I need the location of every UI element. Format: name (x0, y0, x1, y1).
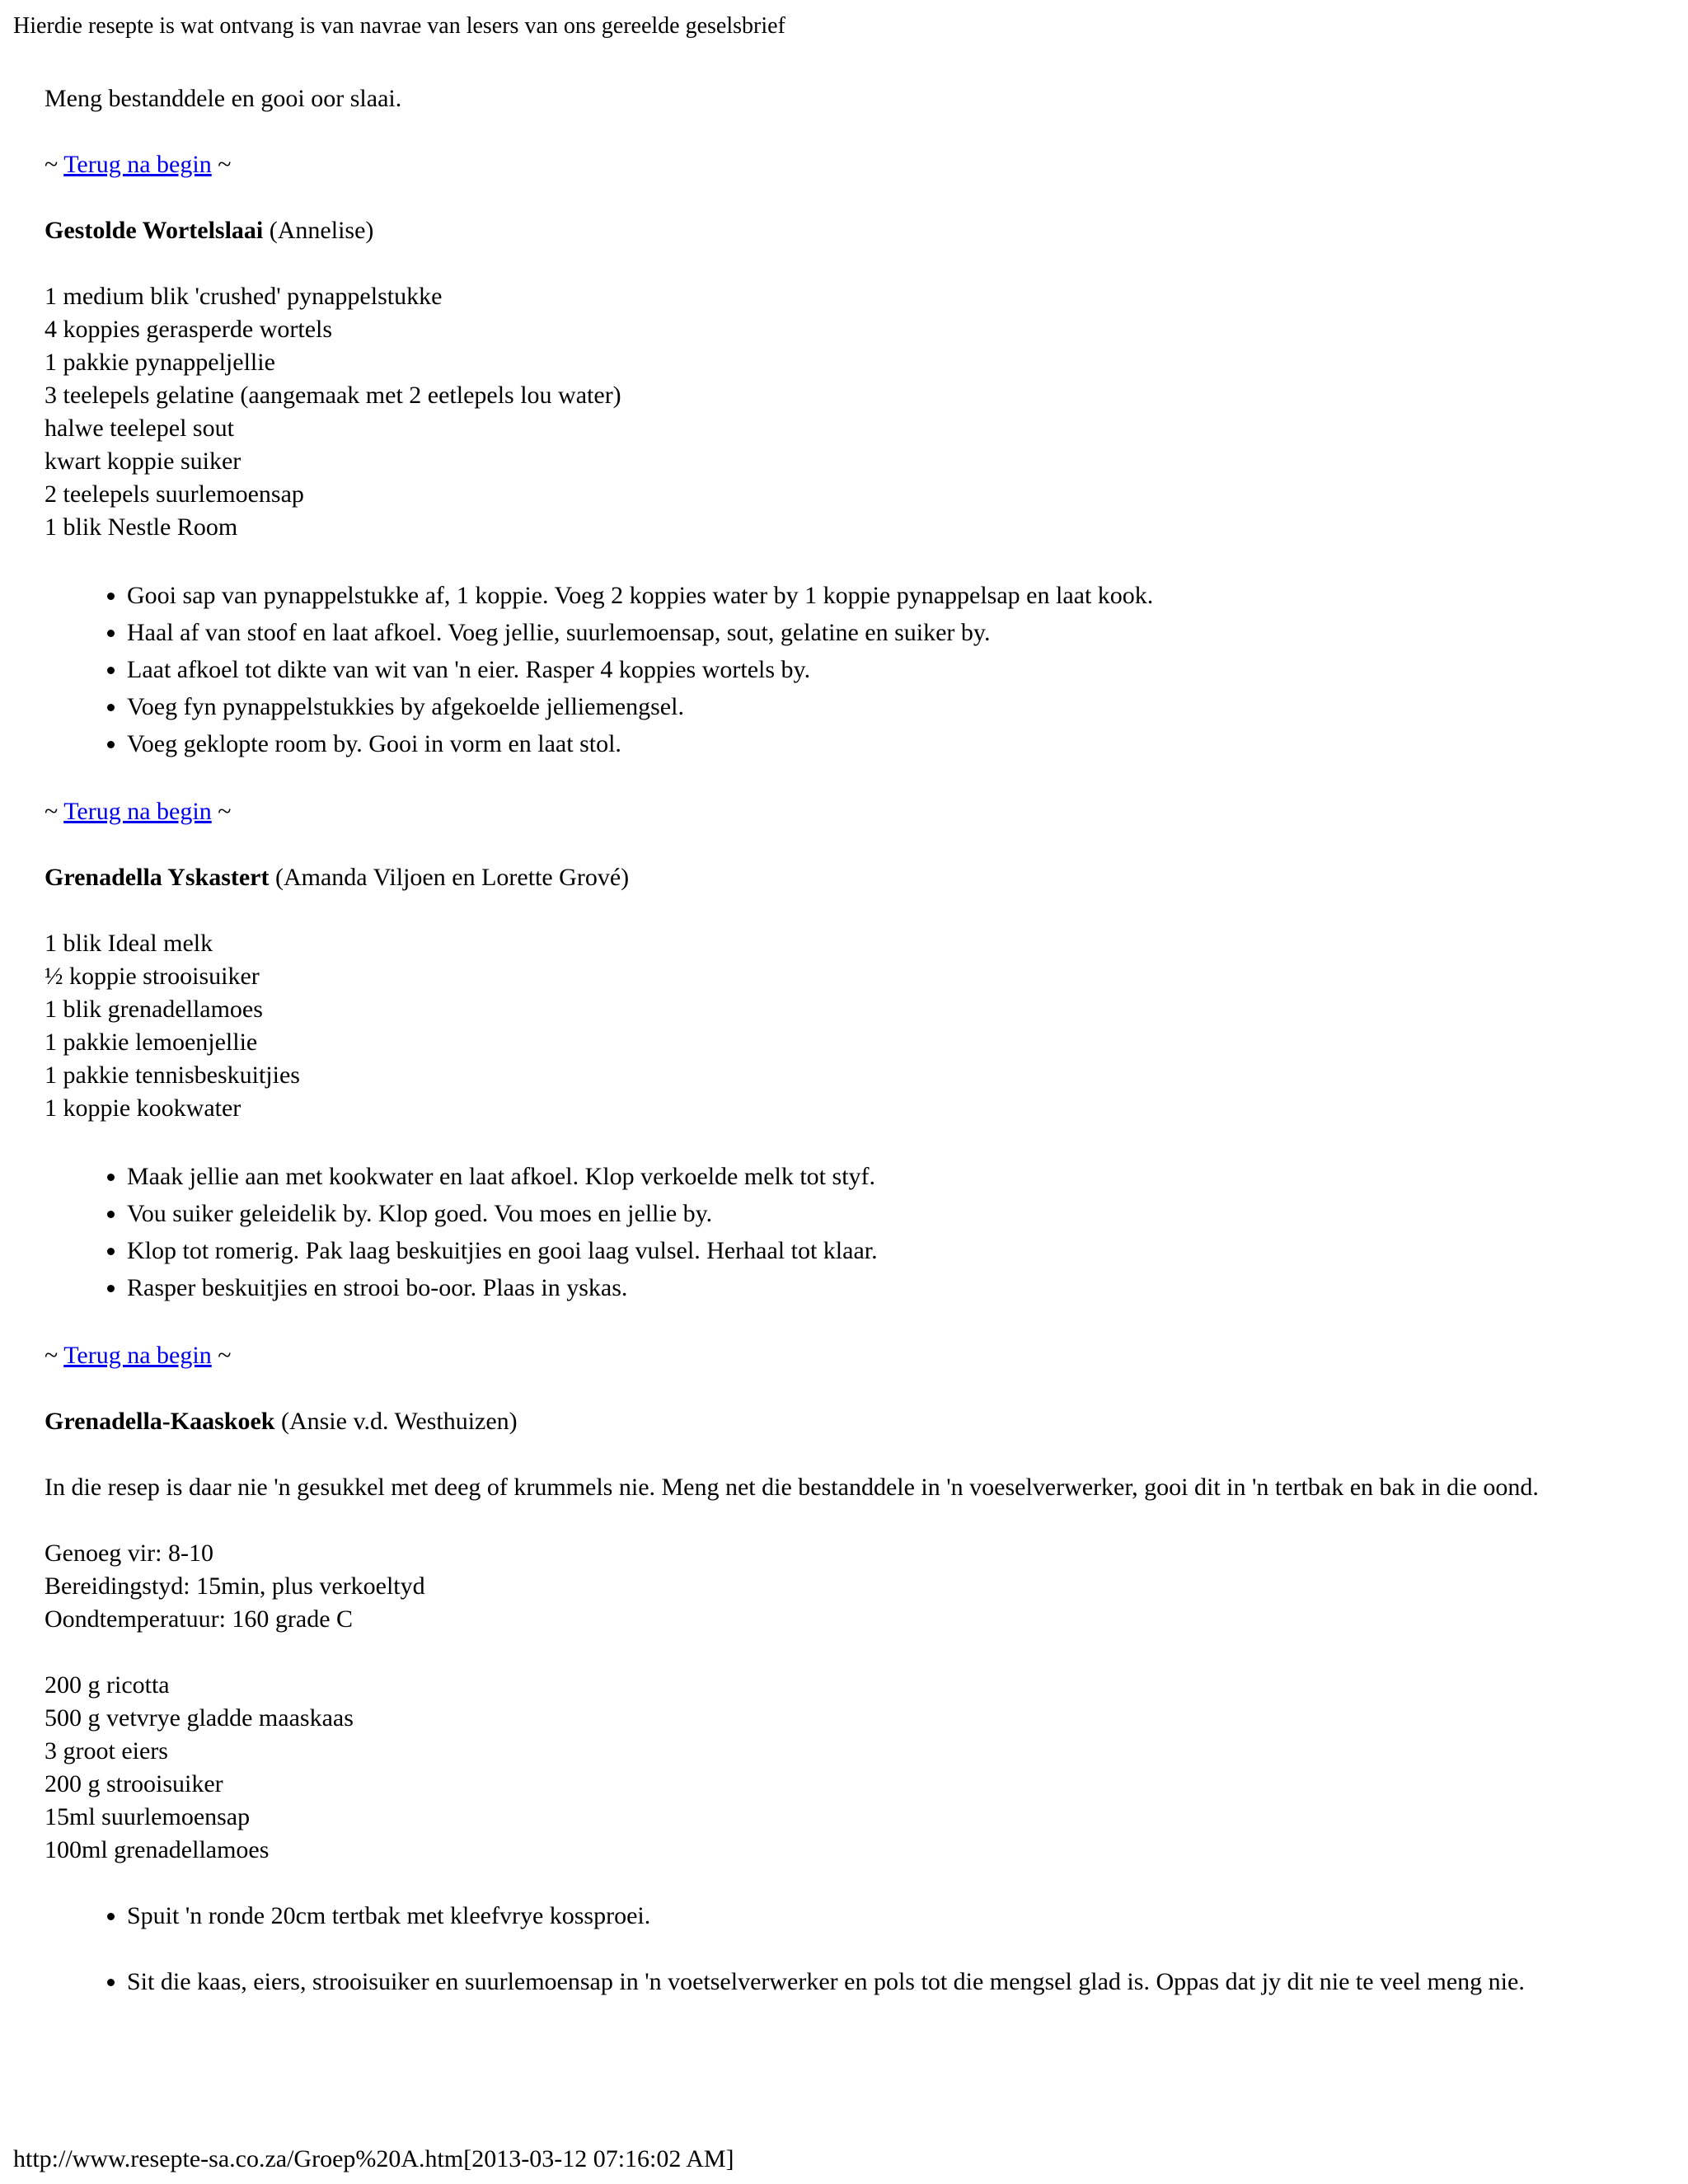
back-suffix: ~ (211, 151, 232, 178)
ingredient: 1 blik Ideal melk (45, 930, 213, 957)
step-item: • Rasper beskuitjies en strooi bo-oor. Plaas in yskas. (127, 1269, 1643, 1306)
recipe-author: (Annelise) (263, 217, 374, 244)
recipe-title: Grenadella-Kaaskoek (45, 1408, 275, 1435)
back-to-top (45, 148, 1643, 181)
ingredient: 4 koppies gerasperde wortels (45, 316, 333, 343)
intro-line: Meng bestanddele en gooi oor slaai. (45, 85, 402, 112)
step-item: • Voeg fyn pynappelstukkies by afgekoelde jelliemengsel. (127, 688, 1643, 725)
ingredient: 3 groot eiers (45, 1737, 168, 1765)
ingredient: kwart koppie suiker (45, 448, 241, 475)
step-item: • Voeg geklopte room by. Gooi in vorm en laat stol. (127, 725, 1643, 762)
ingredient: 3 teelepels gelatine (aangemaak met 2 eetlepels lou water) (45, 382, 621, 409)
ingredient: 1 blik grenadellamoes (45, 996, 263, 1023)
info-line: Bereidingstyd: 15min, plus verkoeltyd (45, 1572, 425, 1600)
ingredient: 500 g vetvrye gladde maaskaas (45, 1704, 354, 1732)
back-suffix: ~ (211, 1342, 232, 1369)
page-header: Hierdie resepte is wat ontvang is van navrae van lesers van ons gereelde geselsbrief (13, 13, 785, 39)
ingredient: 200 g ricotta (45, 1671, 170, 1699)
recipe-heading (45, 1405, 1643, 1438)
ingredient: 1 koppie kookwater (45, 1094, 241, 1122)
page-content (45, 82, 1643, 2032)
recipe-info (45, 1537, 1643, 1636)
info-line: Oondtemperatuur: 160 grade C (45, 1605, 354, 1633)
back-to-top-link[interactable]: Terug na begin (63, 1342, 212, 1369)
back-prefix: ~ (45, 151, 64, 178)
recipe-author: (Ansie v.d. Westhuizen) (274, 1408, 518, 1435)
back-prefix: ~ (45, 798, 64, 825)
step-list (45, 1158, 1643, 1306)
back-to-top-link[interactable]: Terug na begin (63, 798, 212, 825)
ingredient-list (45, 280, 1643, 544)
back-to-top-link[interactable]: Terug na begin (63, 151, 212, 178)
step-item: • Spuit 'n ronde 20cm tertbak met kleefvrye kossproei. (127, 1900, 1643, 1933)
info-line: Genoeg vir: 8-10 (45, 1540, 213, 1567)
recipe-heading (45, 214, 1643, 247)
step-item: • Vou suiker geleidelik by. Klop goed. Vou moes en jellie by. (127, 1195, 1643, 1232)
back-suffix: ~ (211, 798, 232, 825)
step-item: • Laat afkoel tot dikte van wit van 'n eier. Rasper 4 koppies wortels by. (127, 651, 1643, 688)
recipe-title: Gestolde Wortelslaai (45, 217, 264, 244)
ingredient: 15ml suurlemoensap (45, 1803, 251, 1830)
recipe-author: (Amanda Viljoen en Lorette Grové) (269, 864, 630, 891)
back-to-top (45, 1339, 1643, 1372)
back-to-top (45, 795, 1643, 828)
step-item: • Haal af van stoof en laat afkoel. Voeg jellie, suurlemoensap, sout, gelatine en suiker by. (127, 614, 1643, 651)
recipe-title: Grenadella Yskastert (45, 864, 270, 891)
ingredient: 1 pakkie lemoenjellie (45, 1029, 258, 1056)
ingredient: halwe teelepel sout (45, 415, 234, 442)
step-item: • Maak jellie aan met kookwater en laat afkoel. Klop verkoelde melk tot styf. (127, 1158, 1643, 1195)
step-item: • Klop tot romerig. Pak laag beskuitjies en gooi laag vulsel. Herhaal tot klaar. (127, 1232, 1643, 1269)
step-item: • Sit die kaas, eiers, strooisuiker en suurlemoensap in 'n voetselverwerker en pols tot die mengsel glad is. Oppas dat jy dit nie te veel meng nie. (127, 1966, 1643, 1999)
step-item: • Gooi sap van pynappelstukke af, 1 koppie. Voeg 2 koppies water by 1 koppie pynappelsap en laat kook. (127, 577, 1643, 614)
ingredient: 200 g strooisuiker (45, 1770, 223, 1797)
ingredient-list (45, 1669, 1643, 1867)
ingredient: 100ml grenadellamoes (45, 1836, 270, 1863)
ingredient: 1 pakkie pynappeljellie (45, 349, 275, 376)
ingredient: ½ koppie strooisuiker (45, 963, 260, 990)
recipe-heading (45, 861, 1643, 894)
ingredient: 1 pakkie tennisbeskuitjies (45, 1062, 300, 1089)
back-prefix: ~ (45, 1342, 64, 1369)
ingredient-list (45, 927, 1643, 1125)
recipe-description: In die resep is daar nie 'n gesukkel met deeg of krummels nie. Meng net die bestanddele in 'n voeselverwerker, gooi dit in 'n tertbak en bak in die oond. (45, 1474, 1539, 1501)
ingredient: 1 blik Nestle Room (45, 513, 238, 541)
ingredient: 1 medium blik 'crushed' pynappelstukke (45, 283, 443, 310)
page-footer-url: http://www.resepte-sa.co.za/Groep%20A.htm[2013-03-12 07:16:02 AM] (13, 2145, 734, 2172)
ingredient: 2 teelepels suurlemoensap (45, 480, 304, 508)
step-list (45, 1900, 1643, 1999)
step-list (45, 577, 1643, 762)
